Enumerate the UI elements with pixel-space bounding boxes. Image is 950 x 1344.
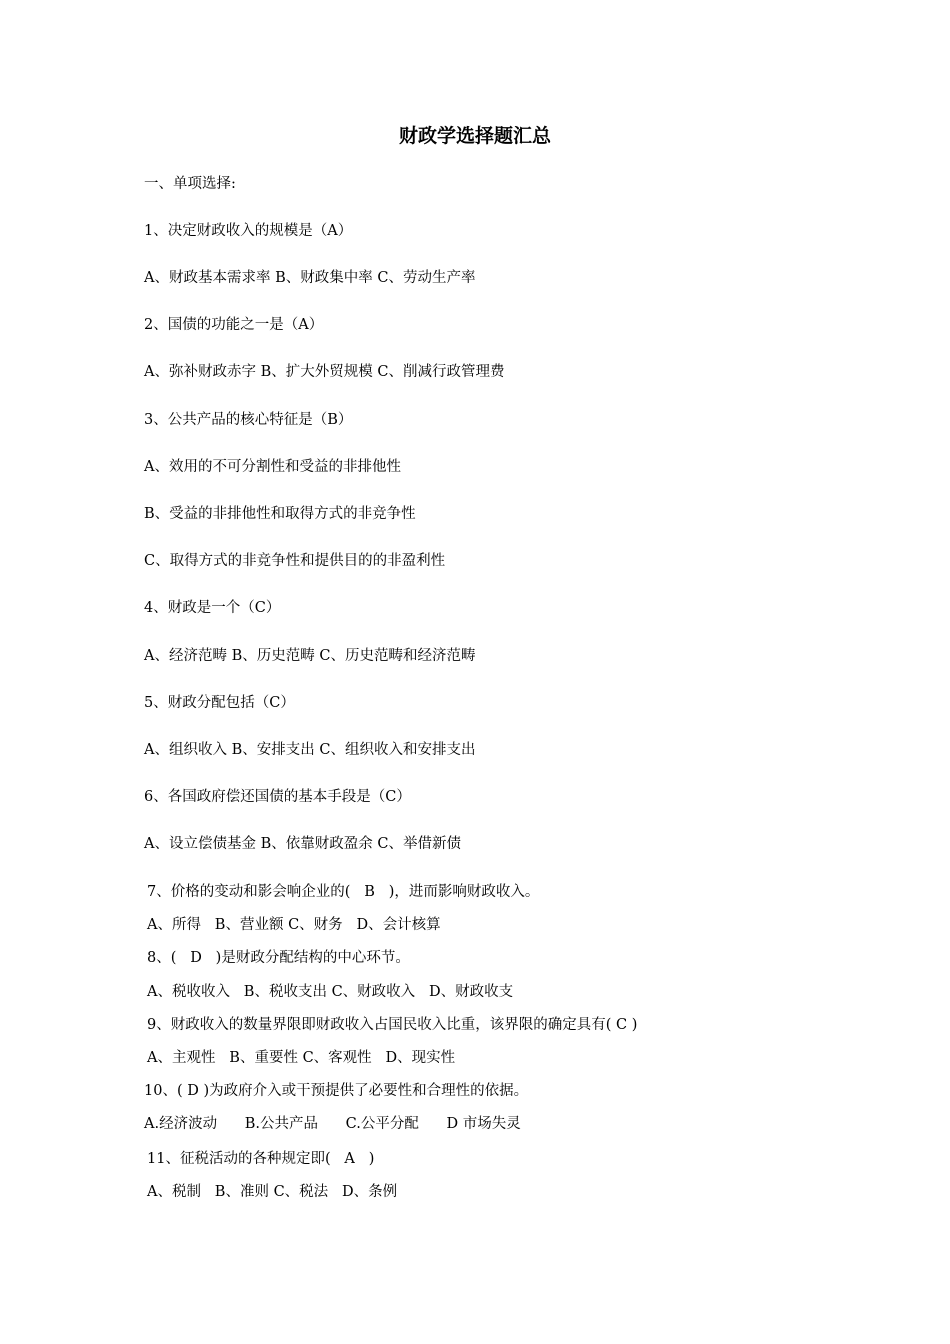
document-title: 财政学选择题汇总 bbox=[398, 125, 551, 147]
options-4: A、经济范畴 B、历史范畴 C、历史范畴和经济范畴 bbox=[144, 648, 476, 664]
options-10: A.经济波动 B.公共产品 C.公平分配 D 市场失灵 bbox=[144, 1116, 521, 1132]
question-10: 10、( D )为政府介入或干预提供了必要性和合理性的依据。 bbox=[144, 1083, 529, 1099]
options-8: A、税收收入 B、税收支出 C、财政收入 D、财政收支 bbox=[147, 984, 514, 1000]
options-1: A、财政基本需求率 B、财政集中率 C、劳动生产率 bbox=[144, 270, 476, 286]
options-5: A、组织收入 B、安排支出 C、组织收入和安排支出 bbox=[144, 742, 476, 758]
options-2: A、弥补财政赤字 B、扩大外贸规模 C、削减行政管理费 bbox=[144, 364, 505, 380]
question-3: 3、公共产品的核心特征是（B） bbox=[144, 412, 353, 428]
option-3b: B、受益的非排他性和取得方式的非竞争性 bbox=[144, 506, 416, 522]
options-11: A、税制 B、准则 C、税法 D、条例 bbox=[147, 1184, 398, 1200]
options-7: A、所得 B、营业额 C、财务 D、会计核算 bbox=[147, 917, 441, 933]
options-6: A、设立偿债基金 B、依靠财政盈余 C、举借新债 bbox=[144, 836, 461, 852]
options-9: A、主观性 B、重要性 C、客观性 D、现实性 bbox=[147, 1050, 456, 1066]
section-heading: 一、单项选择: bbox=[144, 176, 236, 192]
question-9: 9、财政收入的数量界限即财政收入占国民收入比重，该界限的确定具有( C ) bbox=[147, 1017, 638, 1033]
question-4: 4、财政是一个（C） bbox=[144, 600, 281, 616]
question-2: 2、国债的功能之一是（A） bbox=[144, 317, 324, 333]
option-3a: A、效用的不可分割性和受益的非排他性 bbox=[144, 459, 401, 475]
question-6: 6、各国政府偿还国债的基本手段是（C） bbox=[144, 789, 411, 805]
question-1: 1、决定财政收入的规模是（A） bbox=[144, 223, 353, 239]
option-3c: C、取得方式的非竞争性和提供目的的非盈利性 bbox=[144, 553, 446, 569]
question-5: 5、财政分配包括（C） bbox=[144, 695, 295, 711]
question-7: 7、价格的变动和影会响企业的( B )，进而影响财政收入。 bbox=[147, 884, 540, 900]
question-11: 11、征税活动的各种规定即( A ) bbox=[147, 1151, 375, 1167]
question-8: 8、( D )是财政分配结构的中心环节。 bbox=[147, 950, 410, 966]
